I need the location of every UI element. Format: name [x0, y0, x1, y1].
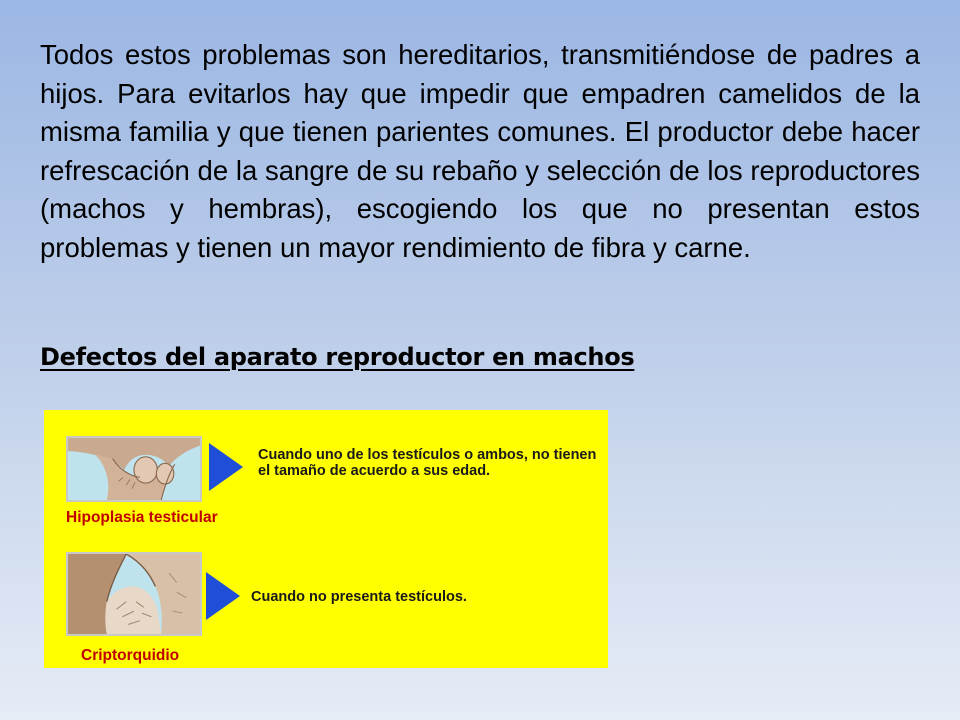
criptorquidio-caption: Criptorquidio	[81, 647, 180, 664]
hipoplasia-caption: Hipoplasia testicular	[66, 509, 218, 526]
criptorquidio-illustration	[66, 552, 202, 636]
body-paragraph: Todos estos problemas son hereditarios, transmitiéndose de padres a hijos. Para evitarlos hay que impedir que empadren camelidos de la misma familia y que tienen parientes comunes. El productor debe hacer refrescación de la sangre de su rebaño y selección de los reproductores (machos y hembras), escogiendo los que no presentan estos problemas y tienen un mayor rendimiento de fibra y carne.	[40, 39, 920, 263]
hipoplasia-illustration	[66, 436, 202, 502]
criptorquidio-description: Cuando no presenta testículos.	[251, 589, 467, 605]
hipoplasia-description: Cuando uno de los testículos o ambos, no tienen el tamaño de acuerdo a sus edad.	[258, 447, 597, 479]
defects-illustration-panel	[44, 410, 608, 668]
section-heading: Defectos del aparato reproductor en machos	[40, 343, 635, 371]
arrow-right-icon	[209, 443, 243, 491]
arrow-right-icon	[206, 572, 240, 620]
